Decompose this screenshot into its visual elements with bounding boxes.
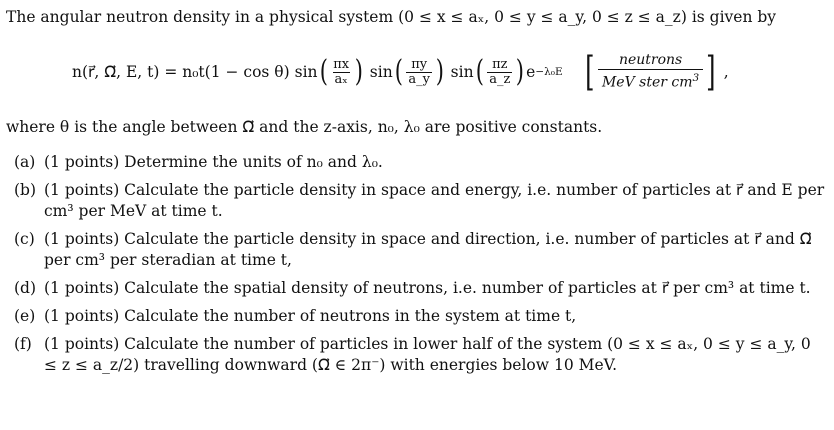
intro-line — [6, 8, 776, 26]
intro-tail: is given by — [691, 8, 777, 26]
units-den-text: MeV ster cm — [601, 74, 693, 91]
equation-comma: , — [723, 63, 729, 81]
item-label: (b) — [14, 181, 37, 199]
item-label: (c) — [14, 230, 35, 248]
item-label: (a) — [14, 153, 36, 171]
density-equation — [72, 44, 729, 100]
fraction-piz — [487, 58, 512, 87]
paren-close: ) — [435, 54, 444, 89]
equation-lhs: n(r⃗, Ω⃗, E, t) = n₀t(1 − cos θ) sin — [72, 63, 318, 81]
sin-word-2: sin — [369, 63, 393, 81]
intro-text: The angular neutron density in a physical system — [6, 8, 394, 26]
item-label: (e) — [14, 307, 36, 325]
question-item-f — [14, 334, 826, 376]
frac1-num: πx — [333, 56, 350, 72]
paren-close: ) — [354, 54, 364, 89]
item-text: (1 points) Calculate the number of neutrons in the system at time t, — [44, 307, 577, 325]
question-list — [14, 152, 826, 383]
item-label: (d) — [14, 279, 37, 297]
question-item-d — [14, 278, 826, 299]
where-line: where θ is the angle between Ω⃗ and the z-axis, n₀, λ₀ are positive constants. — [6, 118, 603, 136]
question-item-c — [14, 229, 826, 271]
units-numerator: neutrons — [618, 52, 683, 69]
units-fraction — [598, 52, 703, 92]
sin-word-3: sin — [450, 63, 474, 81]
bracket-open: [ — [585, 49, 595, 95]
units-den-exp: 3 — [692, 72, 700, 85]
item-text: (1 points) Calculate the spatial density of neutrons, i.e. number of particles at r⃗ per cm³ at time t. — [44, 279, 811, 297]
paren-open: ( — [475, 54, 484, 89]
paren-open: ( — [319, 54, 328, 89]
question-item-b — [14, 180, 826, 222]
item-text: (1 points) Determine the units of n₀ and λ₀. — [44, 153, 383, 171]
fraction-pix — [331, 58, 351, 87]
frac2-num: πy — [411, 56, 428, 72]
question-item-e — [14, 306, 826, 327]
frac1-den: aₓ — [334, 71, 348, 87]
fraction-piy — [406, 58, 432, 87]
frac3-den: a_z — [489, 71, 511, 87]
frac2-den: a_y — [408, 71, 431, 87]
item-text: (1 points) Calculate the number of particles in lower half of the system (0 ≤ x ≤ aₓ, 0 ≤ y ≤ a_y, 0 ≤ z ≤ a_z/2) travelling downward (Ω⃗ ∈ 2π⁻) with energies below 10 MeV. — [44, 335, 811, 374]
item-label: (f) — [14, 335, 32, 353]
exp-base: e — [526, 63, 536, 81]
item-text: (1 points) Calculate the particle density in space and energy, i.e. number of particles at r⃗ and E per cm³ per MeV at time t. — [44, 181, 825, 220]
units-denominator — [598, 69, 703, 92]
paren-close: ) — [516, 54, 525, 89]
item-text: (1 points) Calculate the particle density in space and direction, i.e. number of particles at r⃗ and Ω⃗ per cm³ per steradian at time t, — [44, 230, 812, 269]
frac3-num: πz — [492, 56, 508, 72]
bracket-close: ] — [706, 49, 716, 95]
intro-ranges: (0 ≤ x ≤ aₓ, 0 ≤ y ≤ a_y, 0 ≤ z ≤ a_z) — [398, 8, 687, 26]
paren-open: ( — [394, 54, 403, 89]
exp-power: −λ₀E — [535, 66, 563, 78]
question-item-a — [14, 152, 826, 173]
